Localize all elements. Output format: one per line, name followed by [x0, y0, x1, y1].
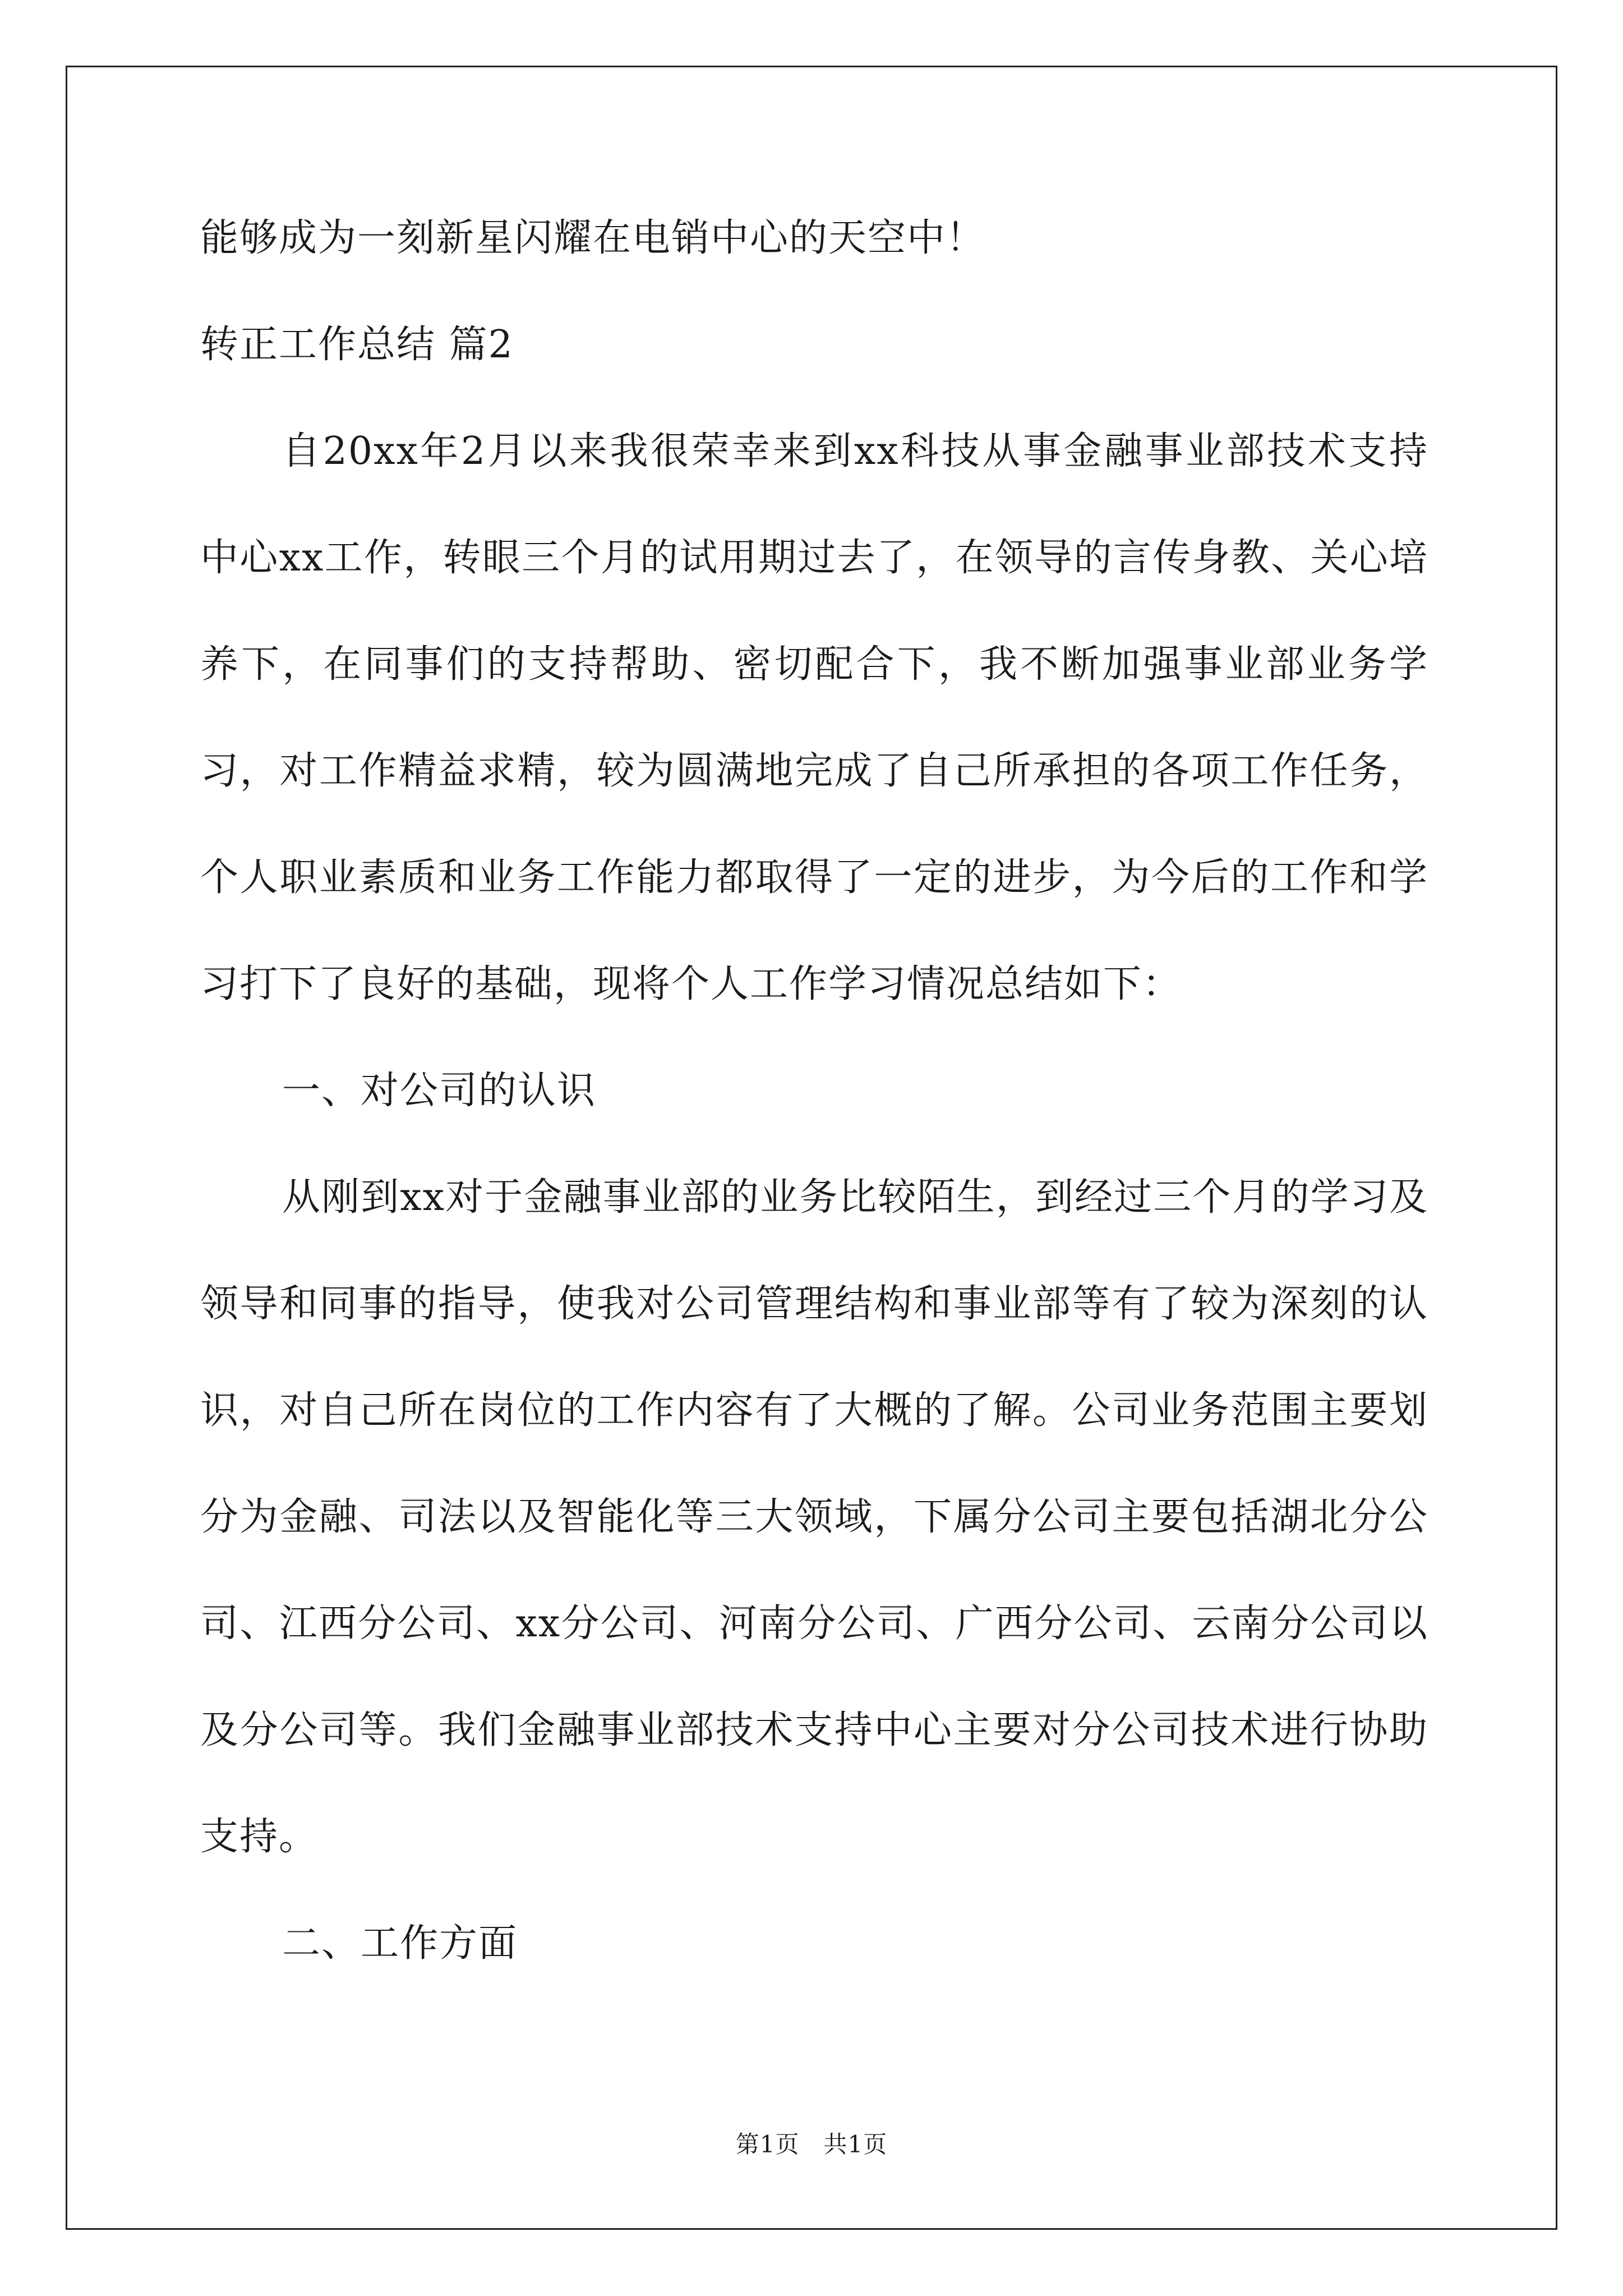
document-body	[200, 185, 1428, 1997]
page-footer: 第1页 共1页	[735, 2131, 888, 2158]
intro-paragraph: 自20xx年2月以来我很荣幸来到xx科技从事金融事业部技术支持中心xx工作，转眼三个月的试用期过去了，在领导的言传身教、关心培养下，在同事们的支持帮助、密切配合下，我不断加强事业部业务学习，对工作精益求精，较为圆满地完成了自己所承担的各项工作任务，个人职业素质和业务工作能力都取得了一定的进步，为今后的工作和学习打下了良好的基础，现将个人工作学习情况总结如下：	[200, 429, 1428, 1006]
section-title: 转正工作总结 篇2	[200, 323, 514, 367]
heading-work-aspects: 二、工作方面	[282, 1921, 518, 1966]
heading-company-understanding: 一、对公司的认识	[282, 1069, 597, 1113]
paragraph-company-understanding: 从刚到xx对于金融事业部的业务比较陌生，到经过三个月的学习及领导和同事的指导，使我对公司管理结构和事业部等有了较为深刻的认识，对自己所在岗位的工作内容有了大概的了解。公司业务范围主要划分为金融、司法以及智能化等三大领域，下属分公司主要包括湖北分公司、江西分公司、xx分公司、河南分公司、广西分公司、云南分公司以及分公司等。我们金融事业部技术支持中心主要对分公司技术进行协助支持。	[200, 1175, 1428, 1859]
continuation-line: 能够成为一刻新星闪耀在电销中心的天空中！	[200, 216, 986, 260]
